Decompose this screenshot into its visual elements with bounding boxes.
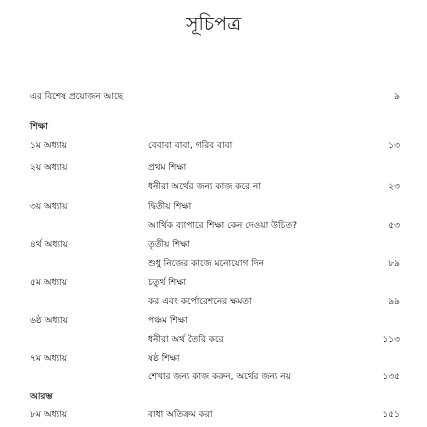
chapter-label: ৬ষ্ঠ অধ্যায় bbox=[30, 316, 68, 326]
entry-page: ১১৩ bbox=[382, 335, 400, 345]
entry-text: বেবাবা বাবা, গরিব বাবা bbox=[148, 141, 233, 151]
intro-page: ৯ bbox=[394, 92, 400, 102]
entry-text: প্রথম শিক্ষা bbox=[148, 163, 187, 173]
entry-page: ৮৯ bbox=[388, 259, 400, 269]
entry-text: ধনীরা অর্থের জন্য কাজ করে না bbox=[148, 182, 261, 192]
chapter-label: ৪র্থ অধ্যায় bbox=[30, 240, 68, 250]
entry-text: আর্থিক ব্যাপারে শিক্ষা কেন দেওয়া উচিত? bbox=[148, 221, 298, 231]
chapter-label: ৭ম অধ্যায় bbox=[30, 354, 68, 364]
chapter-label: ৫ম অধ্যায় bbox=[30, 278, 68, 288]
entry-text: ষষ্ঠ শিক্ষা bbox=[148, 354, 180, 364]
entry-text: শেখার জন্য কাজ করুন, অর্থের জন্য নয় bbox=[148, 372, 291, 382]
entry-page: ২৩ bbox=[388, 182, 400, 192]
intro-text: এর বিশেষ প্রয়োজন আছে bbox=[30, 92, 124, 102]
entry-text: তৃতীয় শিক্ষা bbox=[148, 240, 191, 250]
page-title: সূচিপত্র bbox=[185, 13, 242, 35]
entry-page: ১৩ bbox=[388, 141, 400, 151]
chapter-label: ৩য় অধ্যায় bbox=[30, 202, 68, 212]
chapter-label: ২য় অধ্যায় bbox=[30, 163, 68, 173]
section-heading: আরম্ভ bbox=[30, 392, 53, 402]
entry-page: ৯৯ bbox=[388, 297, 400, 307]
entry-text: ধনীরা অর্থ তৈরি করে bbox=[148, 335, 224, 345]
entry-text: শুধু নিজের কাজে মনোযোগ দিন bbox=[148, 259, 264, 269]
section-heading: শিক্ষা bbox=[30, 122, 48, 132]
entry-text: পঞ্চম শিক্ষা bbox=[148, 316, 188, 326]
entry-page: ১৫১ bbox=[382, 410, 400, 420]
entry-page: ৫৩ bbox=[388, 221, 400, 231]
entry-page: ১৩৫ bbox=[382, 372, 400, 382]
entry-text: কর এবং কর্পোরেশনের ক্ষমতা bbox=[148, 297, 252, 307]
entry-text: দ্বিতীয় শিক্ষা bbox=[148, 202, 192, 212]
chapter-label: ৮ম অধ্যায় bbox=[30, 410, 68, 420]
entry-text: বাধা অতিক্রম করা bbox=[148, 410, 213, 420]
entry-text: চতুর্থ শিক্ষা bbox=[148, 278, 187, 288]
chapter-label: ১ম অধ্যায় bbox=[30, 141, 68, 151]
